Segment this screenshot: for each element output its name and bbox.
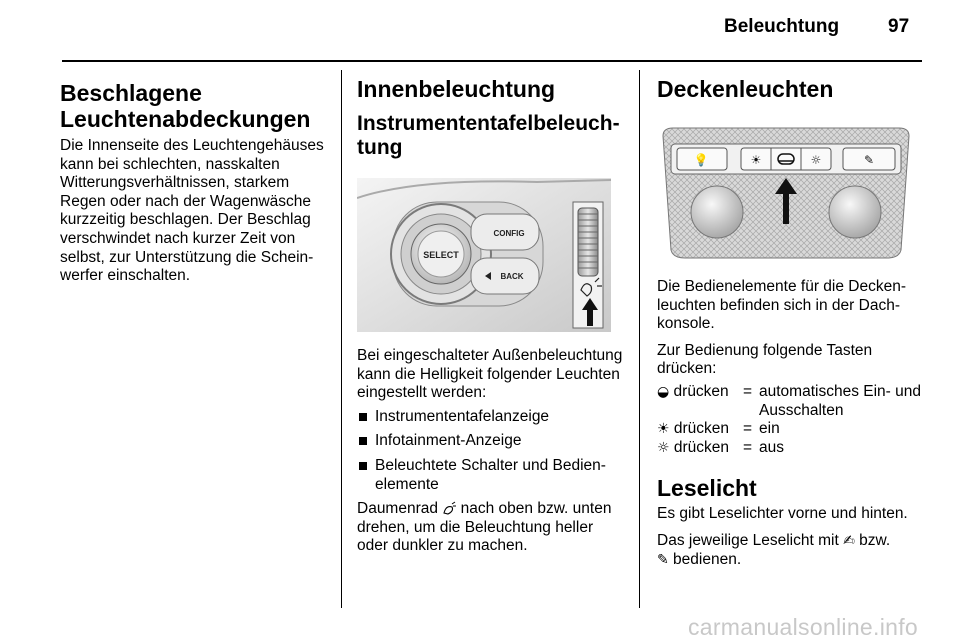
dimmer-icon: [442, 501, 456, 515]
watermark: carmanualsonline.info: [687, 614, 918, 640]
select-button-label: SELECT: [423, 250, 459, 260]
steering-controls-illustration: [357, 178, 611, 332]
lamp-on-icon: ☀: [750, 153, 762, 167]
adjustable-lights-list: [357, 408, 625, 494]
right-column: [657, 76, 927, 569]
running-header-title: Beleuchtung: [724, 16, 840, 37]
left-lamp-lens: [691, 186, 743, 238]
config-button-label: CONFIG: [493, 229, 525, 238]
left-column: [60, 80, 330, 286]
column-divider-2: [639, 70, 640, 608]
reading-light-left-icon: 💡: [693, 153, 709, 167]
table-row: ☀ drücken = ein: [657, 420, 780, 438]
thumbwheel: [578, 208, 598, 276]
reading-light-instruction: Das jeweilige Leselicht mit ✍ bzw. ✎ bedienen.: [657, 531, 891, 568]
header-rule: [62, 60, 922, 62]
heading-reading-light: Leselicht: [657, 475, 757, 502]
right-lamp-lens: [829, 186, 881, 238]
lamp-off-icon: ☼: [657, 439, 670, 456]
subheading-instrument-panel-lighting: Instrumententafelbeleuchtung: [357, 112, 620, 159]
page-number: 97: [888, 16, 910, 37]
heading-line-1: Beschlagene: [60, 80, 202, 106]
table-row: ☼ drücken = aus: [657, 438, 784, 456]
table-row: ◒ drücken = automatisches Ein- und Ausschalten: [657, 382, 921, 419]
list-item: Instrumententafelanzeige: [357, 408, 625, 427]
column-divider-1: [341, 70, 342, 608]
reading-light-right-icon: ✎: [863, 153, 875, 167]
heading-fogged-lamps: [60, 80, 330, 132]
back-button-label: BACK: [500, 272, 524, 281]
heading-line-2: Leuchtenabdeckungen: [60, 106, 311, 132]
door-lamp-icon: ◒: [657, 383, 670, 400]
heading-ceiling-lights: Deckenleuchten: [657, 76, 834, 102]
instrument-panel-figure: [357, 178, 611, 332]
instrument-lighting-intro: Bei eingeschalteter Außenbeleuchtung kann die Helligkeit folgender Leuchten eingestellt werden:: [357, 347, 623, 402]
lamp-on-icon: ☀: [657, 421, 670, 438]
middle-column: [357, 76, 625, 556]
ceiling-console-figure: [657, 126, 915, 260]
roof-console-illustration: [657, 126, 915, 260]
heading-interior-lighting: Innenbeleuchtung: [357, 76, 556, 102]
list-item: Infotainment-Anzeige: [357, 432, 625, 451]
ceiling-controls-location: Die Bedienelemente für die Deckenleuchten befinden sich in der Dachkonsole.: [657, 278, 907, 333]
list-item: Beleuchtete Schalter und Bedienelemente: [357, 457, 625, 494]
ceiling-controls-instruction: Zur Bedienung folgende Tasten drücken:: [657, 341, 873, 378]
reading-light-left-icon: ✍: [843, 532, 855, 549]
thumbwheel-instruction: Daumenrad nach oben bzw. unten drehen, um die Beleuchtung heller oder dunkler zu machen.: [357, 500, 612, 555]
reading-light-text: Es gibt Leselichter vorne und hinten.: [657, 505, 908, 523]
reading-light-right-icon: ✎: [657, 551, 669, 568]
fogged-lamps-text: Die Innenseite des Leuchtengehäuses kann bei schlechten, nasskalten Witterungsverhältnissen, starkem Regen oder nach der Wagenwäsche kurzzeitig beschlagen. Der Beschlag verschwindet nach kurzer Zeit von selbst, zur Unterstützung die Scheinwerfer einschalten.: [60, 137, 324, 285]
lamp-off-icon: ☼: [810, 153, 822, 167]
button-function-table: [657, 383, 927, 457]
